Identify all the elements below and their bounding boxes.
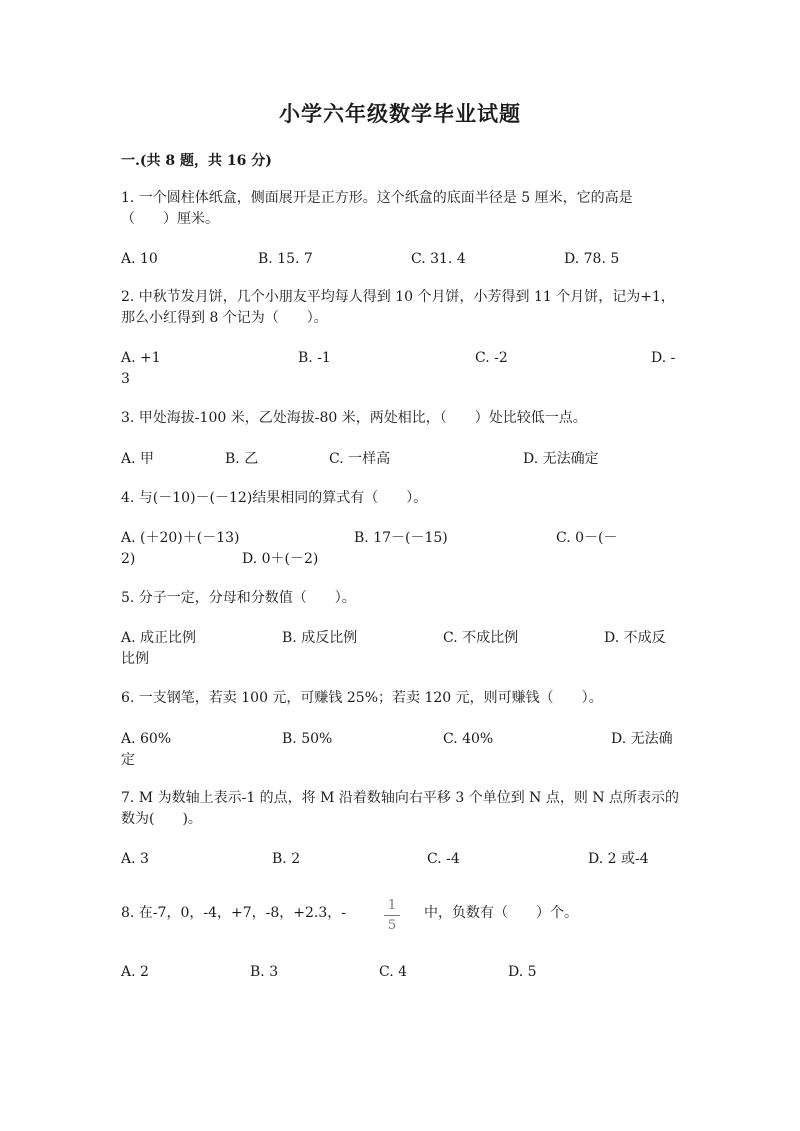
question-8-option-b[interactable]: B. 3 [250, 964, 279, 980]
question-4-option-b[interactable]: B. 17－(－15) [354, 530, 448, 546]
question-4-text: 4. 与(－10)－(－12)结果相同的算式有（ ）。 [121, 490, 428, 506]
question-6-option-a[interactable]: A. 60% [121, 731, 172, 747]
question-8-option-a[interactable]: A. 2 [121, 964, 149, 980]
question-8-text-before: 8. 在-7，0，-4，+7，-8，+2.3，- [121, 905, 346, 921]
question-4-option-a[interactable]: A. (＋20)＋(－13) [121, 530, 240, 546]
question-8-option-c[interactable]: C. 4 [379, 964, 408, 980]
question-2-text: 2. 中秋节发月饼，几个小朋友平均每人得到 10 个月饼，小芳得到 11 个月饼，记为+1，那么小红得到 8 个记为（ ）。 [121, 289, 675, 326]
question-8-text-after: 中，负数有（ ）个。 [424, 905, 578, 921]
question-2-option-d-wrap: 3 [121, 371, 130, 387]
question-1-option-d[interactable]: D. 78. 5 [564, 251, 620, 267]
fraction-one-fifth [384, 898, 400, 934]
question-3-option-a[interactable]: A. 甲 [121, 451, 155, 467]
question-2-option-b[interactable]: B. -1 [298, 350, 331, 366]
question-4-option-c[interactable]: C. 0－(－ [556, 530, 618, 546]
question-7-option-b[interactable]: B. 2 [272, 851, 301, 867]
question-1-text: 1. 一个圆柱体纸盒，侧面展开是正方形。这个纸盒的底面半径是 5 厘米，它的高是（ ）厘米。 [121, 190, 633, 227]
fraction-denominator: 5 [387, 918, 397, 933]
question-1-option-b[interactable]: B. 15. 7 [258, 251, 313, 267]
fraction-bar [384, 915, 400, 916]
question-3-option-b[interactable]: B. 乙 [225, 451, 259, 467]
question-5-option-c[interactable]: C. 不成比例 [443, 630, 519, 646]
question-6-text: 6. 一支钢笔，若卖 100 元，可赚钱 25%；若卖 120 元，则可赚钱（ ）。 [121, 690, 603, 706]
question-5-option-d[interactable]: D. 不成反 [604, 630, 666, 646]
question-6-option-c[interactable]: C. 40% [443, 731, 494, 747]
question-4-option-d[interactable]: D. 0＋(－2) [242, 551, 319, 567]
question-7-option-d[interactable]: D. 2 或-4 [588, 851, 649, 867]
question-7-option-a[interactable]: A. 3 [121, 851, 149, 867]
question-3-option-c[interactable]: C. 一样高 [329, 451, 391, 467]
question-3-text: 3. 甲处海拔-100 米，乙处海拔-80 米，两处相比，（ ）处比较低一点。 [121, 410, 587, 426]
question-1-option-c[interactable]: C. 31. 4 [411, 251, 466, 267]
question-2-option-a[interactable]: A. +1 [121, 350, 161, 366]
question-7-text: 7. M 为数轴上表示-1 的点，将 M 沿着数轴向右平移 3 个单位到 N 点，则 N 点所表示的数为( )。 [121, 790, 680, 827]
question-2-option-d[interactable]: D. - [651, 350, 676, 366]
question-5-option-a[interactable]: A. 成正比例 [121, 630, 197, 646]
question-7-option-c[interactable]: C. -4 [427, 851, 460, 867]
question-5-option-b[interactable]: B. 成反比例 [282, 630, 358, 646]
page-title: 小学六年级数学毕业试题 [279, 101, 521, 126]
question-5-option-d-wrap: 比例 [121, 651, 149, 667]
question-4-option-c-wrap: 2) [121, 551, 136, 567]
question-5-text: 5. 分子一定，分母和分数值（ ）。 [121, 590, 356, 606]
question-6-option-d-wrap: 定 [121, 752, 135, 768]
question-2-option-c[interactable]: C. -2 [475, 350, 508, 366]
question-8-option-d[interactable]: D. 5 [508, 964, 537, 980]
section-header: 一.(共 8 题，共 16 分) [121, 153, 272, 169]
question-6-option-b[interactable]: B. 50% [282, 731, 333, 747]
question-3-option-d[interactable]: D. 无法确定 [523, 451, 599, 467]
question-6-option-d[interactable]: D. 无法确 [611, 731, 673, 747]
question-1-option-a[interactable]: A. 10 [121, 251, 158, 267]
fraction-numerator: 1 [387, 898, 397, 913]
